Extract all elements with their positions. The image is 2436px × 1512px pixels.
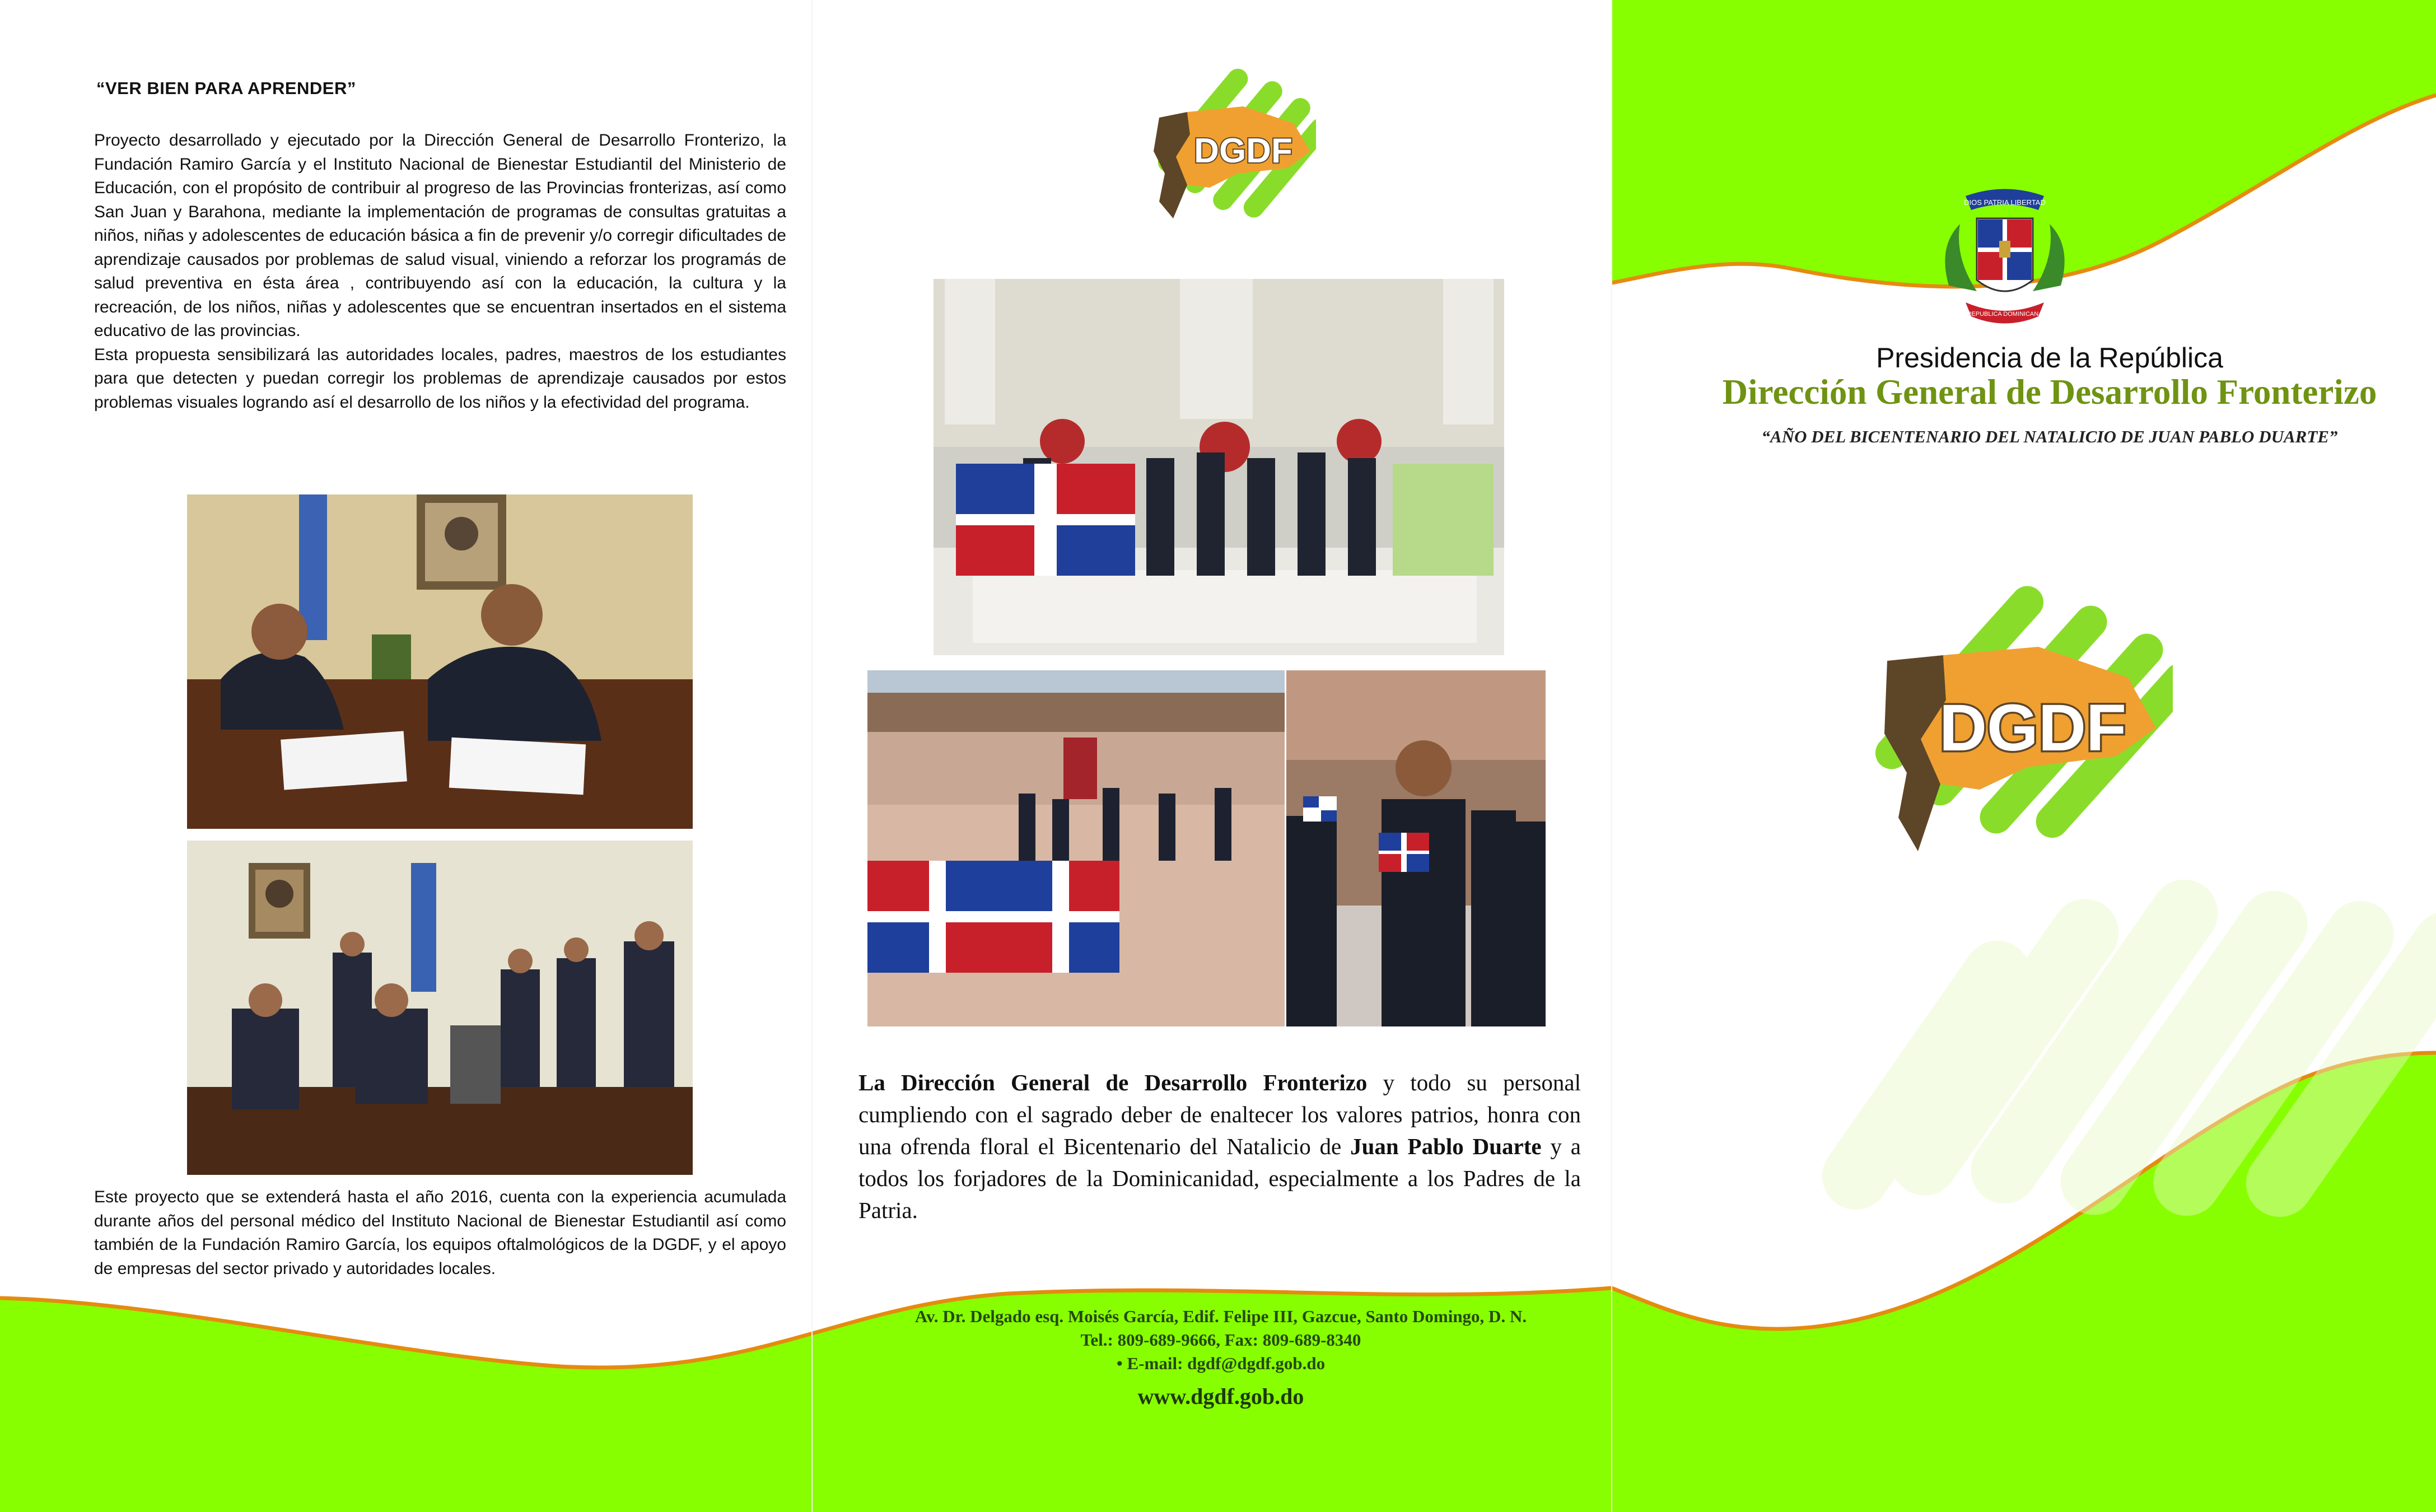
contact-block bbox=[818, 1305, 1624, 1375]
direccion-heading: Dirección General de Desarrollo Fronterizo bbox=[1722, 372, 2377, 412]
dgdf-logo-small bbox=[1126, 67, 1316, 235]
coat-bottom-ribbon-text: REPUBLICA DOMINICANA bbox=[1967, 311, 2043, 318]
statement-bold-1: La Dirección General de Desarrollo Fronterizo bbox=[858, 1070, 1368, 1095]
contact-address: Av. Dr. Delgado esq. Moisés García, Edif. Felipe III, Gazcue, Santo Domingo, D. N. bbox=[914, 1306, 1527, 1326]
photo-officials-with-flags bbox=[1286, 670, 1546, 1026]
dgdf-logo-large bbox=[1837, 582, 2173, 896]
dgdf-logo-small-text: DGDF bbox=[1194, 132, 1292, 170]
statement-part-1: y todo su personal cumpliendo con el sagrado deber de enaltecer los valores patrios, honra con una ofrenda floral el Bicentenario del Natalicio de bbox=[858, 1070, 1581, 1159]
statement-bold-2: Juan Pablo Duarte bbox=[1350, 1133, 1542, 1159]
coat-top-ribbon-text: DIOS PATRIA LIBERTAD bbox=[1964, 198, 2046, 207]
coat-of-arms bbox=[1926, 185, 2083, 342]
dgdf-logo-large-text: DGDF bbox=[1939, 691, 2127, 765]
bicentenario-motto: “AÑO DEL BICENTENARIO DEL NATALICIO DE JUAN PABLO DUARTE” bbox=[1761, 427, 2338, 446]
center-statement bbox=[858, 1067, 1581, 1226]
photo-floral-offering-altar bbox=[934, 279, 1504, 655]
photo-signing-agreement bbox=[187, 494, 693, 829]
left-paragraph-1: Proyecto desarrollado y ejecutado por la Dirección General de Desarrollo Fronterizo, la Fundación Ramiro García y el Instituto Nacional de Bienestar Estudiantil del Ministerio de Educación, con el propósito de contribuir al progreso de las Provincias fronterizas, así como San Juan y Barahona, mediante la implementación de programas de consultas gratuitas a niños, niñas y adolescentes de educación básica a fin de prevenir y/o corregir dificultades de aprendizaje causados por problemas de salud visual, viniendo a reforzar los programás de salud preventiva en ésta área , contribuyendo así con la educación, la cultura y la recreación, de los niños, niñas y adolescentes que se encuentran insertados en el sistema educativo de las provincias. bbox=[94, 131, 786, 340]
website-link[interactable]: www.dgdf.gob.do bbox=[1137, 1384, 1304, 1409]
contact-email: • E-mail: dgdf@dgdf.gob.do bbox=[1116, 1354, 1326, 1373]
photo-press-conference bbox=[187, 841, 693, 1175]
left-panel-body bbox=[94, 129, 786, 414]
presidencia-heading: Presidencia de la República bbox=[1876, 342, 2223, 374]
contact-phone: Tel.: 809-689-9666, Fax: 809-689-8340 bbox=[1080, 1330, 1361, 1350]
left-paragraph-3: Este proyecto que se extenderá hasta el año 2016, cuenta con la experiencia acumulada durante años del personal médico del Instituto Nacional de Bienestar Estudiantil así como también de la Fundación Ramiro García, los equipos oftalmológicos de la DGDF, y el apoyo de empresas del sector privado y autoridades locales. bbox=[94, 1188, 786, 1278]
photo-flag-procession bbox=[867, 670, 1285, 1026]
statement-part-2: y a todos los forjadores de la Dominicanidad, especialmente a los Padres de la Patria. bbox=[858, 1133, 1581, 1223]
left-paragraph-2: Esta propuesta sensibilizará las autoridades locales, padres, maestros de los estudiantes para que detecten y puedan corregir los problemas de aprendizaje causados por estos problemas visuales logrando así el desarrollo de los niños y la efectividad del programa. bbox=[94, 345, 786, 412]
left-panel-title: “VER BIEN PARA APRENDER” bbox=[96, 78, 356, 98]
